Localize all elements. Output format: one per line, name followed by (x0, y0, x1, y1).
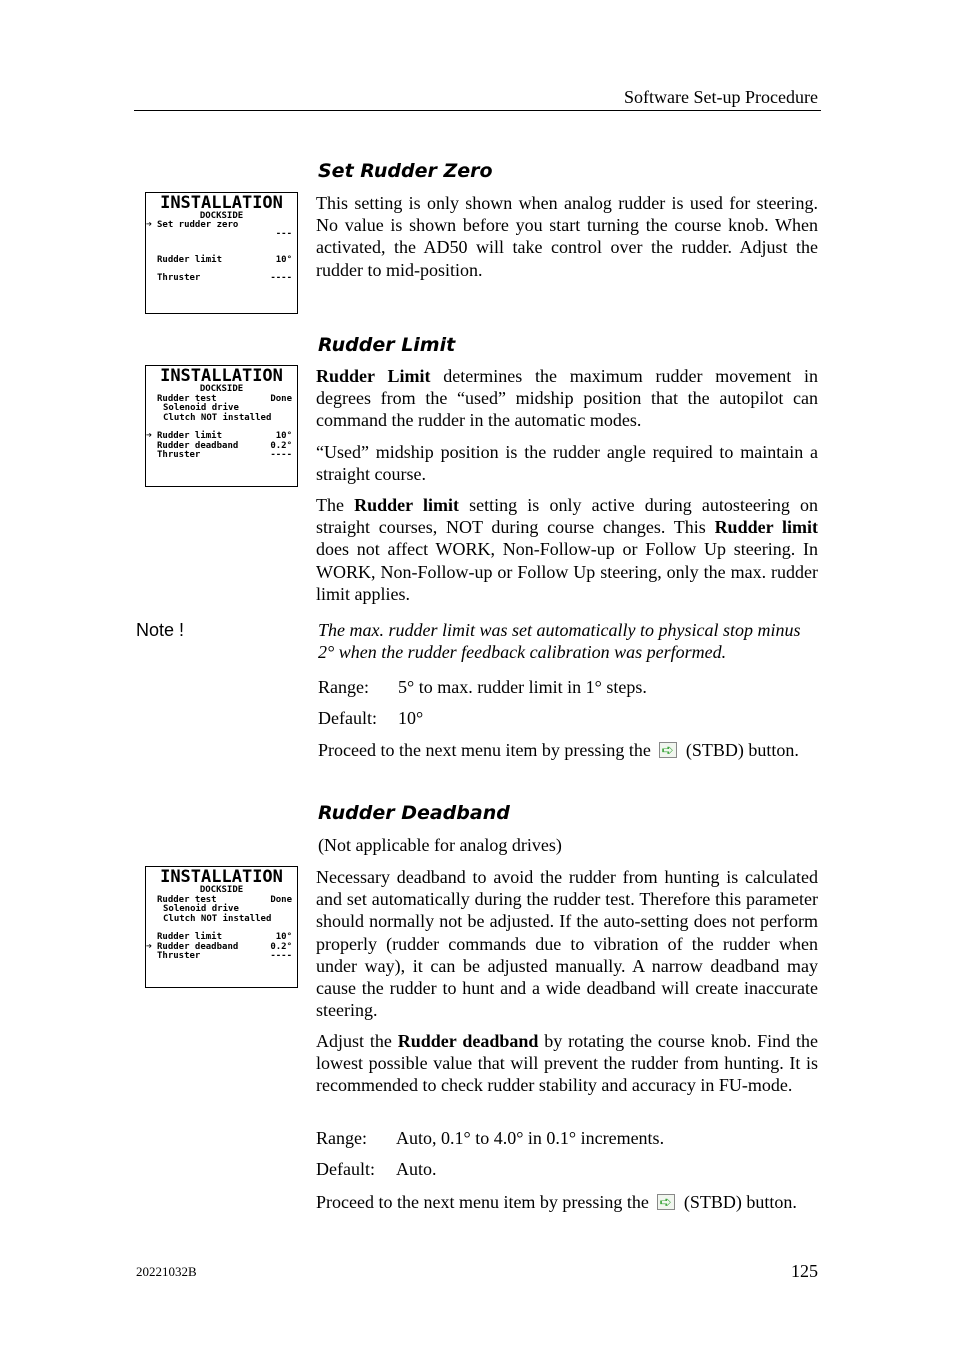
screen-subtitle: DOCKSIDE (199, 885, 244, 895)
installation-screen-rudder-limit (145, 365, 298, 487)
default-line: Default: Auto. (316, 1159, 437, 1179)
range-line: Range: Auto, 0.1° to 4.0° in 0.1° increments. (316, 1128, 665, 1148)
screen-title: INSTALLATION (160, 366, 283, 386)
screen-subtitle: DOCKSIDE (199, 211, 244, 221)
note-label: Note ! (136, 620, 185, 640)
pointer-arrow-icon: ➔ (146, 219, 153, 230)
screen-row: Rudder deadband 0.2° (157, 942, 292, 952)
pointer-arrow-icon: ➔ (146, 430, 153, 441)
paragraph: Rudder Limit determines the maximum rudder movement in degrees from the “used” midship position that the autopilot can command the rudder in the automatic modes. (316, 366, 818, 431)
stbd-arrow-icon (659, 742, 677, 758)
installation-screen-rudder-deadband (145, 866, 298, 988)
running-header: Software Set-up Procedure (624, 87, 818, 107)
range-line: Range: 5° to max. rudder limit in 1° steps. (318, 677, 647, 697)
screen-row: Rudder deadband 0.2° (157, 441, 292, 451)
page-number: 125 (791, 1261, 818, 1281)
subheading: (Not applicable for analog drives) (318, 835, 562, 855)
paragraph: “Used” midship position is the rudder angle required to maintain a straight course. (316, 442, 818, 485)
pointer-arrow-icon: ➔ (146, 941, 153, 952)
screen-row: Set rudder zero (157, 220, 239, 230)
screen-row: Thruster ---- (157, 951, 292, 961)
screen-title: INSTALLATION (160, 867, 283, 887)
paragraph: Proceed to the next menu item by pressing the ➪ (STBD) button. (316, 1191, 818, 1213)
note-text: The max. rudder limit was set automatically to physical stop minus 2° when the rudder feedback calibration was performed. (318, 620, 801, 663)
heading-rudder-deadband: Rudder Deadband (318, 802, 510, 824)
screen-row: Rudder test Done (157, 394, 292, 404)
screen-row: Rudder limit 10° (157, 255, 292, 265)
paragraph: This setting is only shown when analog rudder is used for steering. No value is shown before you start turning the course knob. When activated, the AD50 will take control over the rudder. Adjust the rudder to mid-position. (316, 193, 818, 280)
default-line: Default: 10° (318, 708, 424, 728)
heading-rudder-limit: Rudder Limit (318, 334, 456, 356)
screen-row: Rudder limit 10° (157, 431, 292, 441)
paragraph: The Rudder limit setting is only active during autosteering on straight courses, NOT during course changes. This Rudder limit does not affect WORK, Non-Follow-up or Follow Up steering. In WORK, Non-Follow-up or Follow Up steering, only the max. rudder limit applies. (316, 495, 818, 604)
screen-row: Solenoid drive (163, 904, 239, 914)
screen-row: Solenoid drive (163, 403, 239, 413)
screen-title: INSTALLATION (160, 193, 283, 213)
screen-subtitle: DOCKSIDE (199, 384, 244, 394)
screen-row: Thruster ---- (157, 450, 292, 460)
paragraph: Adjust the Rudder deadband by rotating the course knob. Find the lowest possible value that will prevent the rudder from hunting. It is recommended to check rudder stability and accuracy in FU-mode. (316, 1031, 818, 1096)
screen-row: Rudder limit 10° (157, 932, 292, 942)
screen-row: Rudder test Done (157, 895, 292, 905)
installation-screen-rudder-zero: INSTALLATION DOCKSIDE ➔ Set rudder zero --- Rudder limit 10° Thruster ---- (145, 192, 298, 314)
screen-row: Clutch NOT installed (163, 413, 272, 423)
paragraph: Proceed to the next menu item by pressing the ➪ (STBD) button. (318, 739, 818, 761)
document-id: 20221032B (136, 1264, 197, 1279)
header-rule (134, 110, 821, 111)
heading-set-rudder-zero: Set Rudder Zero (318, 160, 493, 182)
paragraph: Necessary deadband to avoid the rudder from hunting is calculated and set automatically during the rudder test. Therefore this parameter should normally not be adjusted. If the auto-setting does not perform properly (rudder commands due to vibration of the rudder when under way), it can be adjusted manually. A narrow deadband may cause the rudder to hunt and a wide deadband will create inaccurate steering. (316, 867, 818, 1021)
screen-row: Clutch NOT installed (163, 914, 272, 924)
screen-row: Thruster ---- (157, 273, 292, 283)
stbd-arrow-icon (657, 1194, 675, 1210)
